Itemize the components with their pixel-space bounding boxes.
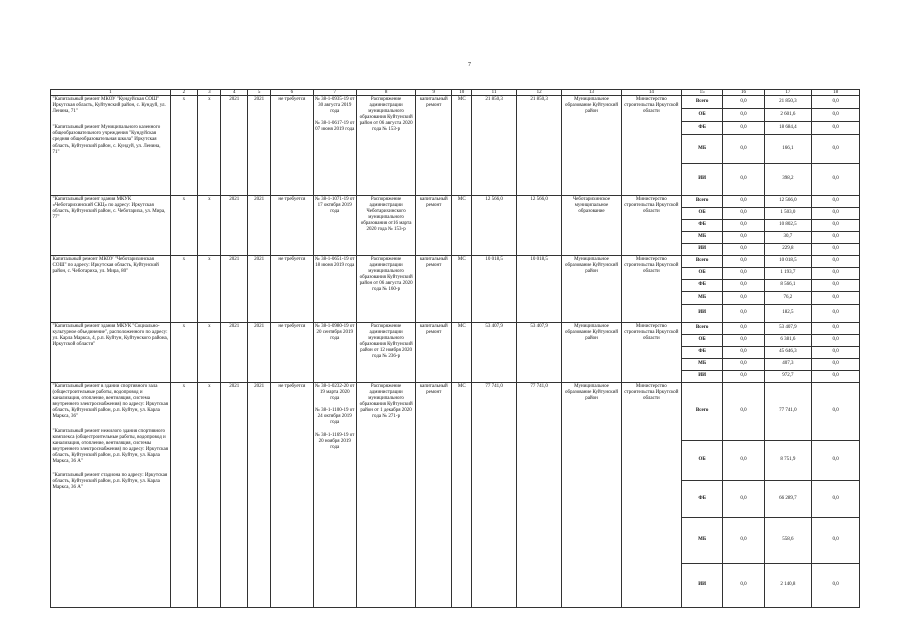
value-18: 0,0 [812, 256, 860, 268]
source-code: Всего [682, 383, 723, 441]
table-row [51, 383, 860, 441]
value-17: 45 646,3 [764, 347, 812, 359]
value-17: 972,7 [764, 371, 812, 383]
header-cell: 12 [516, 90, 562, 96]
cell-c12: 21 850,3 [516, 96, 562, 196]
source-code: ИИ [682, 164, 723, 196]
cell-c8: Распоряжение администрации Чеботарихинского муниципального образования от16 марта 2020 года № 153-р [356, 196, 415, 256]
value-16: 0,0 [723, 359, 764, 371]
source-code: ИИ [682, 371, 723, 383]
header-cell: 8 [356, 90, 415, 96]
value-17: 2 601,6 [764, 109, 812, 122]
value-17: 166,1 [764, 135, 812, 164]
cell-c11: 77 741,0 [472, 383, 516, 608]
cell-c5: 2021 [247, 96, 270, 196]
table-row [51, 196, 860, 208]
value-17: 77 741,0 [764, 383, 812, 441]
source-code: ОБ [682, 335, 723, 347]
cell-c2: x [170, 256, 198, 323]
source-code: ФБ [682, 280, 723, 292]
value-17: 53 407,9 [764, 323, 812, 335]
cell-c2: x [170, 96, 198, 196]
value-17: 10 802,5 [764, 220, 812, 232]
cell-c5: 2021 [247, 323, 270, 383]
cell-c2: x [170, 383, 198, 608]
value-16: 0,0 [723, 268, 764, 280]
source-code: ОБ [682, 109, 723, 122]
header-cell: 3 [198, 90, 221, 96]
cell-c4: 2021 [221, 96, 247, 196]
value-16: 0,0 [723, 164, 764, 196]
source-code: ОБ [682, 208, 723, 220]
cell-c8: Распоряжение администрации муниципального образования Куйтунский район от 1 декабря 2020 года № 271-р [356, 383, 415, 608]
object-name-text: "Капитальный ремонт МКОУ "Кундуйская СОШ" Иркутская область, Куйтунский район, с. Кундуй, ул. Ленина, 71" [52, 97, 166, 115]
value-16: 0,0 [723, 244, 764, 256]
value-16: 0,0 [723, 305, 764, 323]
value-18: 0,0 [812, 371, 860, 383]
expertise-text: № 38-1-0617-19 от 07 июня 2019 года [315, 121, 355, 133]
source-code: Всего [682, 256, 723, 268]
header-cell: 4 [221, 90, 247, 96]
cell-c4: 2021 [221, 383, 247, 608]
table-row [51, 323, 860, 335]
cell-c3: x [198, 196, 221, 256]
header-cell: 9 [416, 90, 452, 96]
cell-c9: капитальный ремонт [416, 196, 452, 256]
value-16: 0,0 [723, 335, 764, 347]
cell-c11: 12 566,0 [472, 196, 516, 256]
source-code: Всего [682, 323, 723, 335]
value-16: 0,0 [723, 383, 764, 441]
expertise-text: № 38-1-0935-19 от 30 августа 2019 года [315, 97, 355, 115]
value-17: 66 289,7 [764, 481, 812, 518]
cell-c3: x [198, 256, 221, 323]
value-18: 0,0 [812, 481, 860, 518]
object-name-cell [51, 383, 171, 608]
value-18: 0,0 [812, 292, 860, 305]
value-18: 0,0 [812, 268, 860, 280]
value-16: 0,0 [723, 96, 764, 109]
value-18: 0,0 [812, 347, 860, 359]
header-cell: 6 [271, 90, 313, 96]
expertise-cell [313, 383, 356, 608]
cell-c13: Чеботарихинское муниципальное образование [562, 196, 621, 256]
value-17: 398,2 [764, 164, 812, 196]
cell-c8: Распоряжение администрации муниципального образования Куйтунский район от 06 августа 2020 года № 153-р [356, 96, 415, 196]
value-16: 0,0 [723, 220, 764, 232]
cell-c6: не требуется [271, 323, 313, 383]
cell-c6: не требуется [271, 256, 313, 323]
value-18: 0,0 [812, 196, 860, 208]
table-row [51, 256, 860, 268]
expertise-text: № 38-1-1071-19 от 17 октября 2019 года [315, 197, 355, 215]
value-18: 0,0 [812, 305, 860, 323]
cell-c14: Министерство строительства Иркутской области [621, 256, 681, 323]
source-code: ФБ [682, 481, 723, 518]
header-cell: 15 [682, 90, 723, 96]
cell-c9: капитальный ремонт [416, 383, 452, 608]
value-18: 0,0 [812, 109, 860, 122]
page-number: 7 [468, 62, 471, 68]
cell-c10: МС [452, 256, 472, 323]
cell-c6: не требуется [271, 196, 313, 256]
value-16: 0,0 [723, 122, 764, 135]
cell-c4: 2021 [221, 323, 247, 383]
value-18: 0,0 [812, 383, 860, 441]
object-name-cell [51, 323, 171, 383]
objects-table [50, 89, 860, 608]
object-name-text: "Капитальный ремонт в здании спортивного зала (общестроительные работы, водопровод и канализация, отопление, вентиляция, система внутреннего электроснабжения) по адресу: Иркутская область, Куйтунский район, р.п. Куйтун, ул. Карла Маркса, 36" [52, 384, 169, 420]
cell-c12: 10 018,5 [516, 256, 562, 323]
header-cell: 16 [723, 90, 764, 96]
value-16: 0,0 [723, 481, 764, 518]
header-cell: 14 [621, 90, 681, 96]
value-18: 0,0 [812, 359, 860, 371]
header-cell: 1 [51, 90, 171, 96]
table-row [51, 96, 860, 109]
cell-c13: Муниципальное образование Куйтунский район [562, 96, 621, 196]
value-18: 0,0 [812, 164, 860, 196]
header-cell: 11 [472, 90, 516, 96]
source-code: ФБ [682, 220, 723, 232]
value-16: 0,0 [723, 208, 764, 220]
value-17: 18 684,4 [764, 122, 812, 135]
object-name-text: "Капитальный ремонт здания МКУК "Социально-культурное объединение", расположенного по адресу: ул. Карла Маркса, 4, р.п. Куйтун, Куйтунского района, Иркутской области" [52, 324, 169, 348]
value-16: 0,0 [723, 196, 764, 208]
expertise-text: № 38-1-0980-19 от 20 сентября 2019 года [315, 324, 355, 342]
cell-c12: 12 566,0 [516, 196, 562, 256]
cell-c10: МС [452, 96, 472, 196]
cell-c13: Муниципальное образование Куйтунский район [562, 256, 621, 323]
object-name-text: "Капитальный ремонт нежилого здания спортивного комплекса (общестроительные работы, водопровод и канализация, отопление, вентиляция, системы внутреннего электроснабжения) по адресу: Иркутская область, Куйтунский район, р.п. Куйтун, ул. Карла Маркса, 36 А" [52, 428, 169, 465]
cell-c10: МС [452, 196, 472, 256]
cell-c6: не требуется [271, 96, 313, 196]
cell-c4: 2021 [221, 196, 247, 256]
value-16: 0,0 [723, 441, 764, 481]
object-name-text: Капитальный ремонт МКОУ "Чеботарихинская СОШ" по адресу: Иркутская область, Куйтунский район, с. Чеботариха, ул. Мира, 80" [52, 257, 159, 275]
cell-c14: Министерство строительства Иркутской области [621, 383, 681, 608]
value-16: 0,0 [723, 323, 764, 335]
source-code: Всего [682, 96, 723, 109]
header-cell: 5 [247, 90, 270, 96]
header-cell: 2 [170, 90, 198, 96]
value-17: 6 381,6 [764, 335, 812, 347]
cell-c2: x [170, 196, 198, 256]
source-code: ФБ [682, 347, 723, 359]
value-16: 0,0 [723, 256, 764, 268]
cell-c5: 2021 [247, 256, 270, 323]
value-18: 0,0 [812, 441, 860, 481]
object-name-cell [51, 256, 171, 323]
value-18: 0,0 [812, 280, 860, 292]
value-16: 0,0 [723, 292, 764, 305]
cell-c2: x [170, 323, 198, 383]
expertise-cell [313, 196, 356, 256]
cell-c4: 2021 [221, 256, 247, 323]
expertise-text: № 38-1-1169-19 от 20 ноября 2019 года [315, 432, 355, 450]
cell-c9: капитальный ремонт [416, 96, 452, 196]
object-name-text: "Капитальный ремонт стадиона по адресу: Иркутская область, Куйтунский район, р.п. Куйтун, ул. Карла Маркса, 36 А" [52, 473, 168, 491]
value-18: 0,0 [812, 96, 860, 109]
value-17: 10 018,5 [764, 256, 812, 268]
value-16: 0,0 [723, 347, 764, 359]
cell-c13: Муниципальное образование Куйтунский район [562, 383, 621, 608]
cell-c3: x [198, 323, 221, 383]
cell-c10: МС [452, 323, 472, 383]
object-name-text: "Капитальный ремонт здания МКУК «Чеботарихинский СКЦ» по адресу: Иркутская область, Куйтунский район, с. Чеботариха, ул. Мира, 77" [52, 197, 166, 221]
expertise-text: № 38-1-0651-19 от 18 июня 2019 года [315, 257, 355, 269]
value-18: 0,0 [812, 564, 860, 608]
value-17: 558,6 [764, 518, 812, 564]
source-code: ИИ [682, 305, 723, 323]
expertise-cell [313, 323, 356, 383]
source-code: ИИ [682, 244, 723, 256]
source-code: МБ [682, 292, 723, 305]
value-17: 1 503,0 [764, 208, 812, 220]
expertise-cell [313, 256, 356, 323]
cell-c5: 2021 [247, 196, 270, 256]
source-code: ИИ [682, 564, 723, 608]
cell-c11: 53 407,9 [472, 323, 516, 383]
source-code: ФБ [682, 122, 723, 135]
cell-c14: Министерство строительства Иркутской области [621, 96, 681, 196]
value-18: 0,0 [812, 518, 860, 564]
value-16: 0,0 [723, 564, 764, 608]
value-18: 0,0 [812, 135, 860, 164]
cell-c3: x [198, 96, 221, 196]
value-16: 0,0 [723, 280, 764, 292]
value-16: 0,0 [723, 371, 764, 383]
value-16: 0,0 [723, 232, 764, 244]
value-17: 407,3 [764, 359, 812, 371]
cell-c12: 77 741,0 [516, 383, 562, 608]
value-18: 0,0 [812, 208, 860, 220]
header-cell: 7 [313, 90, 356, 96]
value-16: 0,0 [723, 109, 764, 122]
object-name-cell [51, 196, 171, 256]
header-cell: 17 [764, 90, 812, 96]
value-17: 12 566,0 [764, 196, 812, 208]
object-name-text: "Капитальный ремонт Муниципального казенного общеобразовательного учреждения "Кундуйская средняя общеобразовательная школа" Иркутская область, Куйтунский район, с. Кундуй, ул. Ленина, 71" [52, 125, 161, 155]
source-code: МБ [682, 359, 723, 371]
cell-c10: МС [452, 383, 472, 608]
value-18: 0,0 [812, 335, 860, 347]
value-17: 76,2 [764, 292, 812, 305]
cell-c14: Министерство строительства Иркутской области [621, 196, 681, 256]
cell-c12: 53 407,9 [516, 323, 562, 383]
cell-c9: капитальный ремонт [416, 323, 452, 383]
header-cell: 10 [452, 90, 472, 96]
cell-c8: Распоряжение администрации муниципального образования Куйтунский район от 06 августа 2020 года № 160-р [356, 256, 415, 323]
cell-c3: x [198, 383, 221, 608]
cell-c9: капитальный ремонт [416, 256, 452, 323]
value-17: 182,5 [764, 305, 812, 323]
value-18: 0,0 [812, 323, 860, 335]
source-code: ОБ [682, 441, 723, 481]
expertise-text: № 38-1-1100-19 от 24 октября 2019 года [315, 408, 355, 426]
value-17: 30,7 [764, 232, 812, 244]
source-code: МБ [682, 518, 723, 564]
value-17: 1 193,7 [764, 268, 812, 280]
expertise-cell [313, 96, 356, 196]
source-code: МБ [682, 135, 723, 164]
value-17: 2 140,8 [764, 564, 812, 608]
cell-c13: Муниципальное образование Куйтунский район [562, 323, 621, 383]
header-cell: 13 [562, 90, 621, 96]
cell-c6: не требуется [271, 383, 313, 608]
value-18: 0,0 [812, 244, 860, 256]
source-code: МБ [682, 232, 723, 244]
cell-c11: 21 850,3 [472, 96, 516, 196]
cell-c8: Распоряжение администрации муниципального образования Куйтунский район от 12 ноября 2020 года № 236-р [356, 323, 415, 383]
value-18: 0,0 [812, 122, 860, 135]
value-17: 229,8 [764, 244, 812, 256]
value-17: 21 850,3 [764, 96, 812, 109]
cell-c5: 2021 [247, 383, 270, 608]
cell-c11: 10 018,5 [472, 256, 516, 323]
cell-c14: Министерство строительства Иркутской области [621, 323, 681, 383]
source-code: Всего [682, 196, 723, 208]
value-18: 0,0 [812, 232, 860, 244]
value-16: 0,0 [723, 135, 764, 164]
header-cell: 18 [812, 90, 860, 96]
object-name-cell [51, 96, 171, 196]
value-18: 0,0 [812, 220, 860, 232]
source-code: ОБ [682, 268, 723, 280]
expertise-text: № 38-1-0232-20 от 19 марта 2020 года [315, 384, 355, 402]
value-17: 8 566,1 [764, 280, 812, 292]
value-17: 8 751,9 [764, 441, 812, 481]
value-16: 0,0 [723, 518, 764, 564]
